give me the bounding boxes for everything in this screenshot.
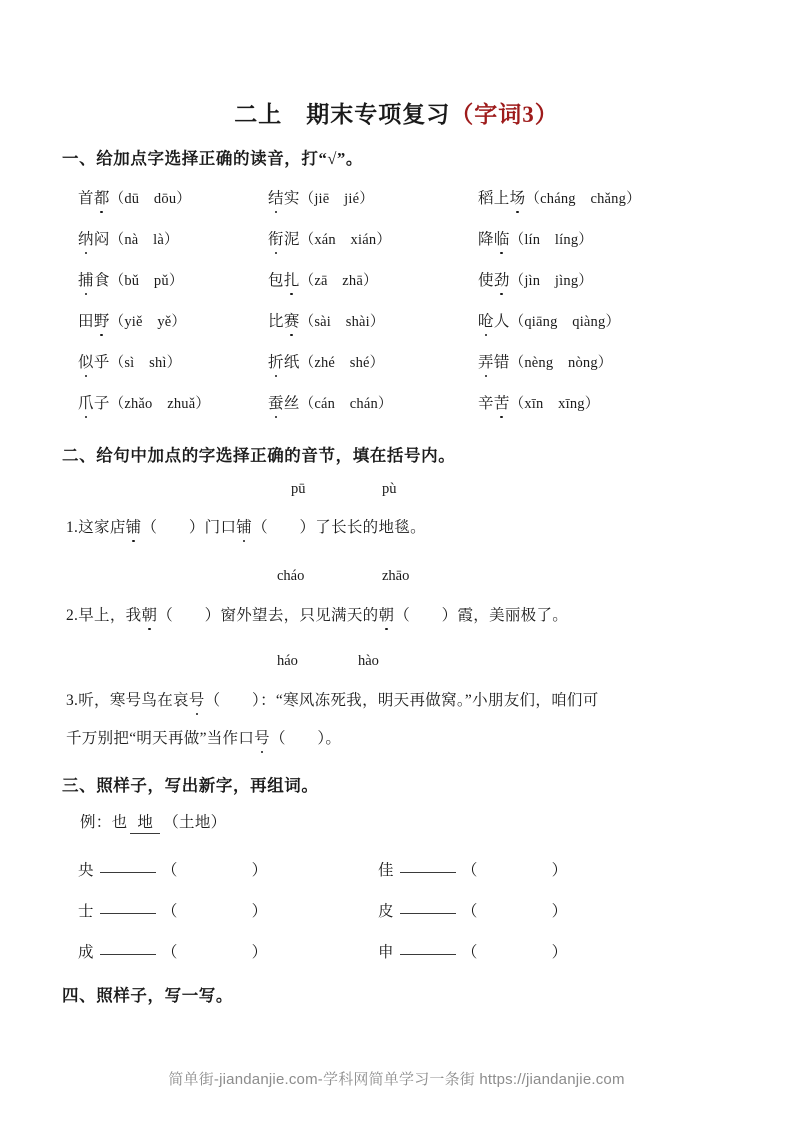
word-prefix: 稻上: [478, 190, 510, 207]
sentence-2-number: 2.: [66, 607, 79, 624]
reading-choice-item: [478, 268, 593, 290]
dotted-char: 衔: [268, 227, 284, 249]
word-prefix: 包: [268, 272, 284, 289]
sentence-3-line2-pre: 千万别把“明天再做”当作口: [66, 730, 255, 747]
dotted-char: 纳: [78, 227, 94, 249]
reading-choice-item: [78, 227, 179, 249]
sentence-1: [66, 515, 426, 537]
word-prefix: 首: [78, 190, 94, 207]
reading-choice-item: [78, 350, 181, 372]
sentence-2: [66, 603, 568, 625]
sentence-1-part2: （ ）门口: [141, 519, 237, 536]
answer-blank[interactable]: [100, 872, 156, 873]
dotted-char: 结: [268, 186, 284, 208]
reading-choice-item: [268, 391, 393, 413]
new-char-exercise-row: [78, 899, 267, 921]
sentence-2-dotted-char-1: 朝: [141, 603, 157, 625]
example-new-char: 地: [130, 810, 160, 834]
section-2-heading: 二、给句中加点的字选择正确的音节，填在括号内。: [62, 446, 456, 465]
sentence-1-part3: （ ）了长长的地毯。: [252, 519, 426, 536]
reading-choice-item: [78, 186, 191, 208]
dotted-char: 临: [494, 227, 510, 249]
word-suffix: 子: [93, 395, 110, 412]
word-suffix: 乎: [93, 354, 110, 371]
pinyin-choices: （lín líng）: [509, 232, 593, 248]
dotted-char: 野: [94, 309, 110, 331]
dotted-char: 弄: [478, 350, 494, 372]
pinyin-choices: （xīn xīng）: [509, 396, 600, 412]
example-word: （土地）: [163, 814, 227, 831]
sentence-3-part1: 听，寒号鸟在哀: [78, 692, 189, 709]
pinyin-option-1a: pū: [291, 481, 306, 497]
sentence-2-part3: （ ）霞，美丽极了。: [394, 607, 569, 624]
dotted-char: 捕: [78, 268, 94, 290]
pinyin-choices: （yiě yě）: [109, 314, 187, 330]
word-prefix: 比: [268, 313, 284, 330]
answer-blank[interactable]: [400, 872, 456, 873]
sentence-2-dotted-char-2: 朝: [378, 603, 394, 625]
word-prefix: 使: [478, 272, 494, 289]
section-3-example: [80, 810, 226, 834]
pinyin-choices: （dū dōu）: [109, 191, 191, 207]
word-suffix: 丝: [283, 395, 300, 412]
word-suffix: 实: [283, 190, 300, 207]
page-title-main: 二上 期末专项复习: [234, 102, 451, 127]
paren-open: （: [161, 944, 178, 961]
pinyin-option-1b: pù: [382, 481, 397, 497]
paren-open: （: [161, 862, 178, 879]
paren-open: （: [461, 903, 478, 920]
word-suffix: 闷: [93, 231, 110, 248]
pinyin-option-3a: háo: [277, 653, 298, 669]
pinyin-choices: （bǔ pǔ）: [109, 273, 184, 289]
base-char: 央: [78, 862, 94, 879]
word-suffix: 纸: [283, 354, 300, 371]
pinyin-choices: （xán xián）: [299, 232, 392, 248]
paren-open: （: [161, 903, 178, 920]
reading-choice-item: [478, 227, 593, 249]
answer-blank[interactable]: [400, 954, 456, 955]
base-char: 士: [78, 903, 94, 920]
base-char: 佳: [378, 862, 394, 879]
pinyin-choices: （zhé shé）: [299, 355, 385, 371]
pinyin-choices: （nà là）: [109, 232, 179, 248]
sentence-2-part1: 早上，我: [78, 607, 142, 624]
pinyin-option-2b: zhāo: [382, 568, 410, 584]
word-suffix: 人: [493, 313, 510, 330]
sentence-3-number: 3.: [66, 692, 79, 709]
word-suffix: 泥: [283, 231, 300, 248]
pinyin-choices: （sì shì）: [109, 355, 182, 371]
dotted-char: 场: [510, 186, 526, 208]
reading-choice-item: [478, 186, 641, 208]
paren-close: ）: [251, 903, 268, 920]
section-4-heading: 四、照样子，写一写。: [62, 986, 233, 1005]
dotted-char: 折: [268, 350, 284, 372]
pinyin-choices: （sài shài）: [299, 314, 385, 330]
example-label: 例：: [80, 814, 112, 831]
sentence-1-dotted-char-2: 铺: [236, 515, 252, 537]
base-char: 皮: [378, 903, 394, 920]
paren-close: ）: [251, 944, 268, 961]
new-char-exercise-row: [78, 858, 267, 880]
dotted-char: 爪: [78, 391, 94, 413]
sentence-3-part2: （ ）：“寒风冻死我，明天再做窝。”小朋友们，咱们可: [204, 692, 599, 709]
paren-close: ）: [551, 862, 568, 879]
page-title-red: （字词3）: [450, 102, 559, 127]
base-char: 成: [78, 944, 94, 961]
sentence-2-part2: （ ）窗外望去，只见满天的: [157, 607, 379, 624]
sentence-3-line-1: [66, 688, 599, 710]
new-char-exercise-row: [78, 940, 267, 962]
paren-close: ）: [551, 944, 568, 961]
dotted-char: 苦: [494, 391, 510, 413]
answer-blank[interactable]: [100, 913, 156, 914]
sentence-3-dotted-char-2: 号: [254, 726, 270, 748]
new-char-exercise-row: [378, 858, 567, 880]
pinyin-choices: （nèng nòng）: [509, 355, 613, 371]
section-3-heading: 三、照样子，写出新字，再组词。: [62, 776, 319, 795]
pinyin-choices: （zā zhā）: [299, 273, 378, 289]
base-char: 申: [378, 944, 394, 961]
reading-choice-item: [78, 268, 184, 290]
word-prefix: 辛: [478, 395, 494, 412]
reading-choice-item: [268, 268, 378, 290]
reading-choice-item: [78, 309, 186, 331]
answer-blank[interactable]: [400, 913, 456, 914]
reading-choice-item: [268, 309, 385, 331]
pinyin-choices: （qiāng qiàng）: [509, 314, 621, 330]
dotted-char: 似: [78, 350, 94, 372]
reading-choice-item: [78, 391, 210, 413]
sentence-1-dotted-char-1: 铺: [126, 515, 142, 537]
paren-open: （: [461, 862, 478, 879]
answer-blank[interactable]: [100, 954, 156, 955]
example-base-char: 也: [111, 814, 128, 831]
dotted-char: 赛: [284, 309, 300, 331]
reading-choice-item: [268, 350, 384, 372]
dotted-char: 蚕: [268, 391, 284, 413]
dotted-char: 呛: [478, 309, 494, 331]
pinyin-choices: （zhǎo zhuǎ）: [109, 396, 211, 412]
pinyin-choices: （jiē jié）: [299, 191, 374, 207]
paren-open: （: [461, 944, 478, 961]
pinyin-choices: （cán chán）: [299, 396, 393, 412]
word-prefix: 降: [478, 231, 494, 248]
new-char-exercise-row: [378, 899, 567, 921]
reading-choice-item: [478, 350, 613, 372]
reading-choice-item: [268, 186, 374, 208]
pinyin-option-3b: hào: [358, 653, 379, 669]
sentence-1-part1: 这家店: [78, 519, 126, 536]
page-title: [0, 96, 793, 129]
reading-choice-item: [268, 227, 391, 249]
new-char-exercise-row: [378, 940, 567, 962]
sentence-3-line2-post: （ ）。: [269, 730, 342, 747]
sentence-1-number: 1.: [66, 519, 79, 536]
dotted-char: 劲: [494, 268, 510, 290]
pinyin-choices: （cháng chǎng）: [525, 191, 641, 207]
footer-watermark: 简单街-jiandanjie.com-学科网简单学习一条街 https://jiandanjie.com: [168, 1071, 625, 1088]
pinyin-option-2a: cháo: [277, 568, 305, 584]
dotted-char: 扎: [284, 268, 300, 290]
sentence-3-dotted-char-1: 号: [189, 688, 205, 710]
word-suffix: 食: [93, 272, 110, 289]
word-suffix: 错: [493, 354, 510, 371]
pinyin-choices: （jìn jìng）: [509, 273, 593, 289]
paren-close: ）: [551, 903, 568, 920]
paren-close: ）: [251, 862, 268, 879]
dotted-char: 都: [94, 186, 110, 208]
reading-choice-item: [478, 391, 599, 413]
section-1-heading: 一、给加点字选择正确的读音，打“√”。: [62, 149, 363, 168]
reading-choice-item: [478, 309, 620, 331]
sentence-3-line-2: [66, 726, 341, 748]
word-prefix: 田: [78, 313, 94, 330]
